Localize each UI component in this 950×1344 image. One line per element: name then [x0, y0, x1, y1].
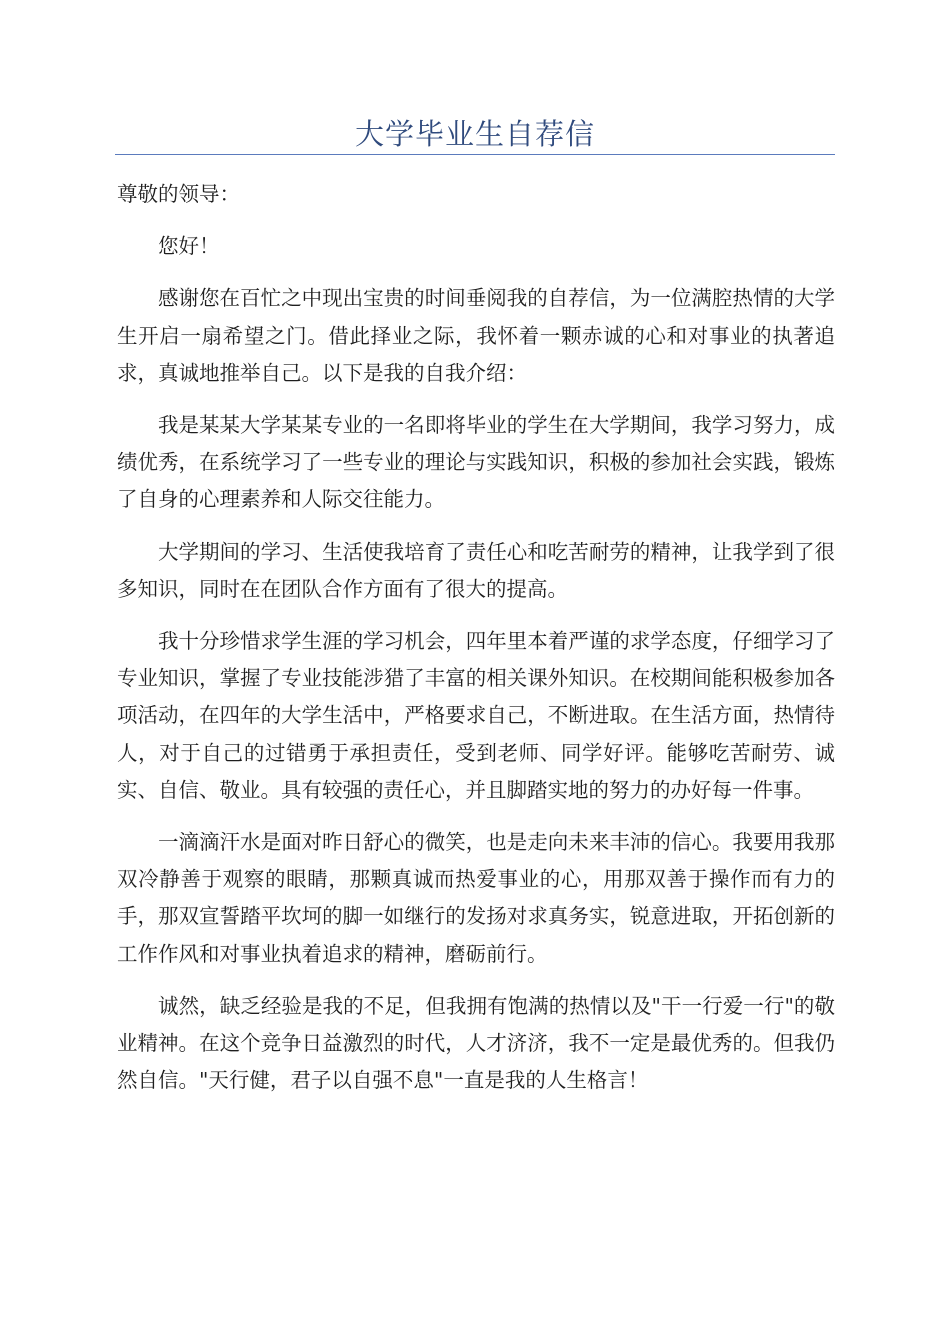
title-underline	[115, 154, 835, 155]
document-body	[117, 176, 835, 1114]
paragraph-thanks: 感谢您在百忙之中现出宝贵的时间垂阅我的自荐信，为一位满腔热情的大学生开启一扇希望之门。借此择业之际，我怀着一颗赤诚的心和对事业的执著追求，真诚地推举自己。以下是我的自我介绍：	[117, 286, 835, 385]
paragraph-greeting: 您好！	[158, 234, 220, 259]
salutation: 尊敬的领导：	[117, 182, 240, 206]
paragraph-introduction: 我是某某大学某某专业的一名即将毕业的学生在大学期间，我学习努力，成绩优秀，在系统学习了一些专业的理论与实践知识，积极的参加社会实践，锻炼了自身的心理素养和人际交往能力。	[117, 413, 835, 512]
paragraph-determination: 一滴滴汗水是面对昨日舒心的微笑，也是走向未来丰沛的信心。我要用我那双冷静善于观察的眼睛，那颗真诚而热爱事业的心，用那双善于操作而有力的手，那双宣誓踏平坎坷的脚一如继行的发扬对求真务实，锐意进取，开拓创新的工作作风和对事业执着追求的精神，磨砺前行。	[117, 830, 835, 966]
paragraph-study-attitude: 我十分珍惜求学生涯的学习机会，四年里本着严谨的求学态度，仔细学习了专业知识，掌握了专业技能涉猎了丰富的相关课外知识。在校期间能积极参加各项活动，在四年的大学生活中，严格要求自己，不断进取。在生活方面，热情待人，对于自己的过错勇于承担责任，受到老师、同学好评。能够吃苦耐劳、诚实、自信、敬业。具有较强的责任心，并且脚踏实地的努力的办好每一件事。	[117, 629, 835, 802]
document-title: 大学毕业生自荐信	[354, 117, 595, 151]
paragraph-motto: 诚然，缺乏经验是我的不足，但我拥有饱满的热情以及"干一行爱一行"的敬业精神。在这个竞争日益激烈的时代，人才济济，我不一定是最优秀的。但我仍然自信。"天行健，君子以自强不息"一直是我的人生格言！	[117, 993, 835, 1093]
paragraph-university-life: 大学期间的学习、生活使我培育了责任心和吃苦耐劳的精神，让我学到了很多知识，同时在在团队合作方面有了很大的提高。	[117, 539, 835, 601]
